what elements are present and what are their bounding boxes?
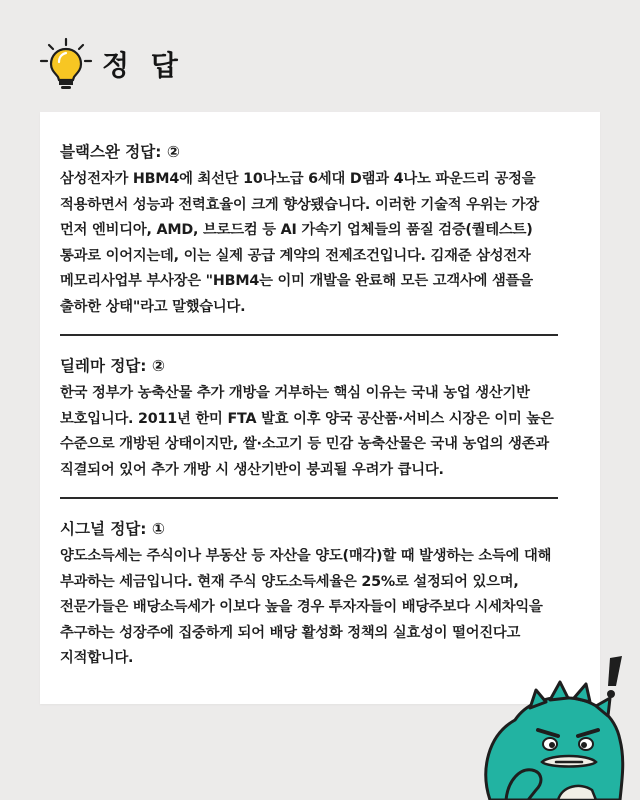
- divider: [60, 497, 558, 499]
- answer-section: [60, 140, 558, 320]
- answer-section: [60, 517, 558, 672]
- divider: [60, 334, 558, 336]
- section-title: 딜레마 정답: ②: [60, 357, 165, 375]
- lightbulb-icon: [38, 36, 94, 92]
- dinosaur-mascot: [470, 650, 640, 800]
- section-title: 블랙스완 정답: ②: [60, 143, 180, 161]
- answer-section: [60, 354, 558, 483]
- section-body: 한국 정부가 농축산물 추가 개방을 거부하는 핵심 이유는 국내 농업 생산기반 보호입니다. 2011년 한미 FTA 발효 이후 양국 공산품·서비스 시장은 이미 높은 수준으로 개방된 상태이지만, 쌀·소고기 등 민감 농축산물은 국내 농업의 생존과 직결되어 있어 추가 개방 시 생산기반이 붕괴될 우려가 큽니다.: [60, 385, 554, 478]
- section-body: 삼성전자가 HBM4에 최선단 10나노급 6세대 D램과 4나노 파운드리 공정을 적용하면서 성능과 전력효율이 크게 향상됐습니다. 이러한 기술적 우위는 가장 먼저 엔비디아, AMD, 브로드컴 등 AI 가속기 업체들의 품질 검증(퀄테스트) 통과로 이어지는데, 이는 실제 공급 계약의 전제조건입니다. 김재준 삼성전자 메모리사업부 부사장은 "HBM4는 이미 개발을 완료해 모든 고객사에 샘플을 출하한 상태"라고 말했습니다.: [60, 171, 539, 315]
- page-title: 정 답: [102, 49, 184, 82]
- section-body: 양도소득세는 주식이나 부동산 등 자산을 양도(매각)할 때 발생하는 소득에 대해 부과하는 세금입니다. 현재 주식 양도소득세율은 25%로 설정되어 있으며, 전문가들은 배당소득세가 이보다 높을 경우 투자자들이 배당주보다 시세차익을 추구하는 성장주에 집중하게 되어 배당 활성화 정책의 실효성이 떨어진다고 지적합니다.: [60, 548, 552, 666]
- header: [38, 36, 184, 92]
- answer-card: [40, 112, 600, 704]
- section-title: 시그널 정답: ①: [60, 520, 165, 538]
